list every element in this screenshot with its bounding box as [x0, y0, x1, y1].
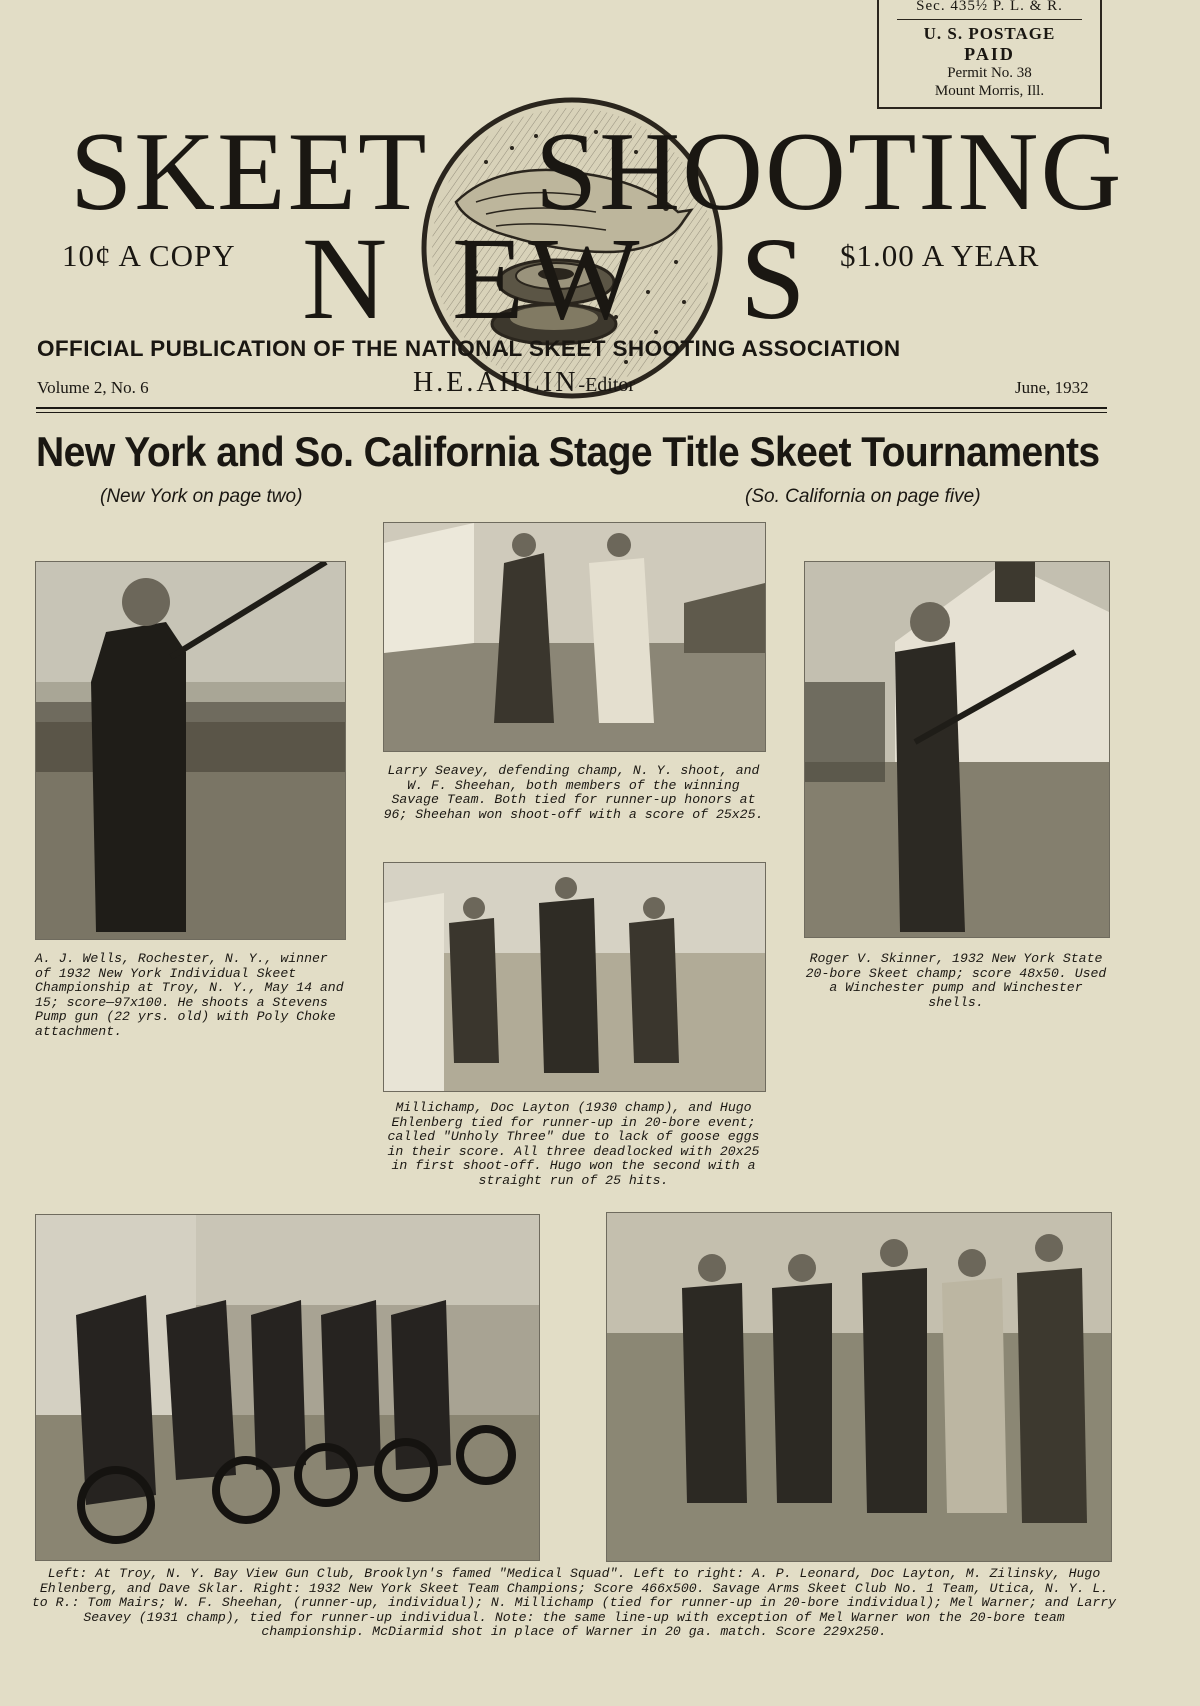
caption-seavey-sheehan: Larry Seavey, defending champ, N. Y. shoot, and W. F. Sheehan, both members of the winning Savage Team. Both tied for runner-up honors at 96; Sheehan won shoot-off with a score of 25x25. — [383, 763, 764, 822]
photo-wells — [35, 561, 346, 940]
editor-label: -Editor — [578, 374, 636, 396]
masthead-letters-ew: EW — [452, 213, 644, 344]
photo-medical-squad — [35, 1214, 540, 1561]
price-per-year: $1.00 A YEAR — [840, 238, 1040, 273]
caption-skinner: Roger V. Skinner, 1932 New York State 20-bore Skeet champ; score 48x50. Used a Winchester pump and Winchester shells. — [805, 951, 1107, 1010]
caption-unholy-three: Millichamp, Doc Layton (1930 champ), and Hugo Ehlenberg tied for runner-up in 20-bore event; called "Unholy Three" due to lack of goose eggs in their score. All three deadlocked with 20x25 in first shoot-off. Hugo won the second with a straight run of 25 hits. — [387, 1100, 760, 1188]
caption-wells: A. J. Wells, Rochester, N. Y., winner of 1932 New York Individual Skeet Championship at Troy, N. Y., May 14 and 15; score—97x100. He shoots a Stevens Pump gun (22 yrs. old) with Poly Choke attachment. — [35, 951, 344, 1039]
official-publication-line: OFFICIAL PUBLICATION OF THE NATIONAL SKEET SHOOTING ASSOCIATION — [37, 336, 901, 361]
photo-savage-team — [606, 1212, 1112, 1562]
editor-name: H.E.AHLIN — [413, 367, 579, 398]
caption-bottom-photos: Left: At Troy, N. Y. Bay View Gun Club, Brooklyn's famed "Medical Squad". Left to right: A. P. Leonard, Doc Layton, M. Zilinsky, Hugo Ehlenberg, and Dave Sklar. Right: 1932 New York Skeet Team Champions; Score 466x500. Savage Arms Skeet Club No. 1 Team, Utica, N. Y. L. to R.: Tom Mairs; W. F. Sheehan, (runner-up, individual); N. Millichamp (tied for runner-up in 20-bore individual); Mel Warner; and Larry Seavey (1931 champ), tied for runner-up individual. Note: the same line-up with exception of Mel Warner won the 20-bore team championship. McDiarmid shot in place of Warner in 20 ga. match. Score 229x250. — [31, 1566, 1117, 1640]
masthead-letter-s: S — [740, 213, 806, 344]
page-headline: New York and So. California Stage Title Skeet Tournaments — [36, 428, 1100, 475]
postage-box — [877, 0, 1102, 109]
postage-section: Sec. 435½ P. L. & R. — [916, 0, 1063, 14]
masthead-letter-n: N — [302, 213, 388, 344]
postage-line-2: PAID — [964, 44, 1015, 64]
issue-date: June, 1932 — [1015, 378, 1089, 397]
postage-line-3: Permit No. 38 — [947, 65, 1032, 81]
postage-divider — [897, 19, 1082, 20]
masthead-word-skeet: SKEET — [70, 110, 429, 234]
masthead-rule-top — [36, 407, 1107, 409]
subhead-so-california: (So. California on page five) — [745, 486, 981, 507]
masthead-word-shooting: SHOOTING — [535, 110, 1124, 234]
editor-credit — [413, 367, 635, 399]
postage-line-4: Mount Morris, Ill. — [934, 83, 1045, 99]
volume-number: Volume 2, No. 6 — [37, 378, 149, 397]
photo-seavey-sheehan — [383, 522, 766, 752]
postage-line-1: U. S. POSTAGE — [923, 24, 1056, 43]
photo-skinner — [804, 561, 1110, 938]
subhead-new-york: (New York on page two) — [100, 486, 303, 507]
price-per-copy: 10¢ A COPY — [62, 238, 236, 273]
masthead-rule-bottom — [36, 412, 1107, 413]
photo-unholy-three — [383, 862, 766, 1092]
